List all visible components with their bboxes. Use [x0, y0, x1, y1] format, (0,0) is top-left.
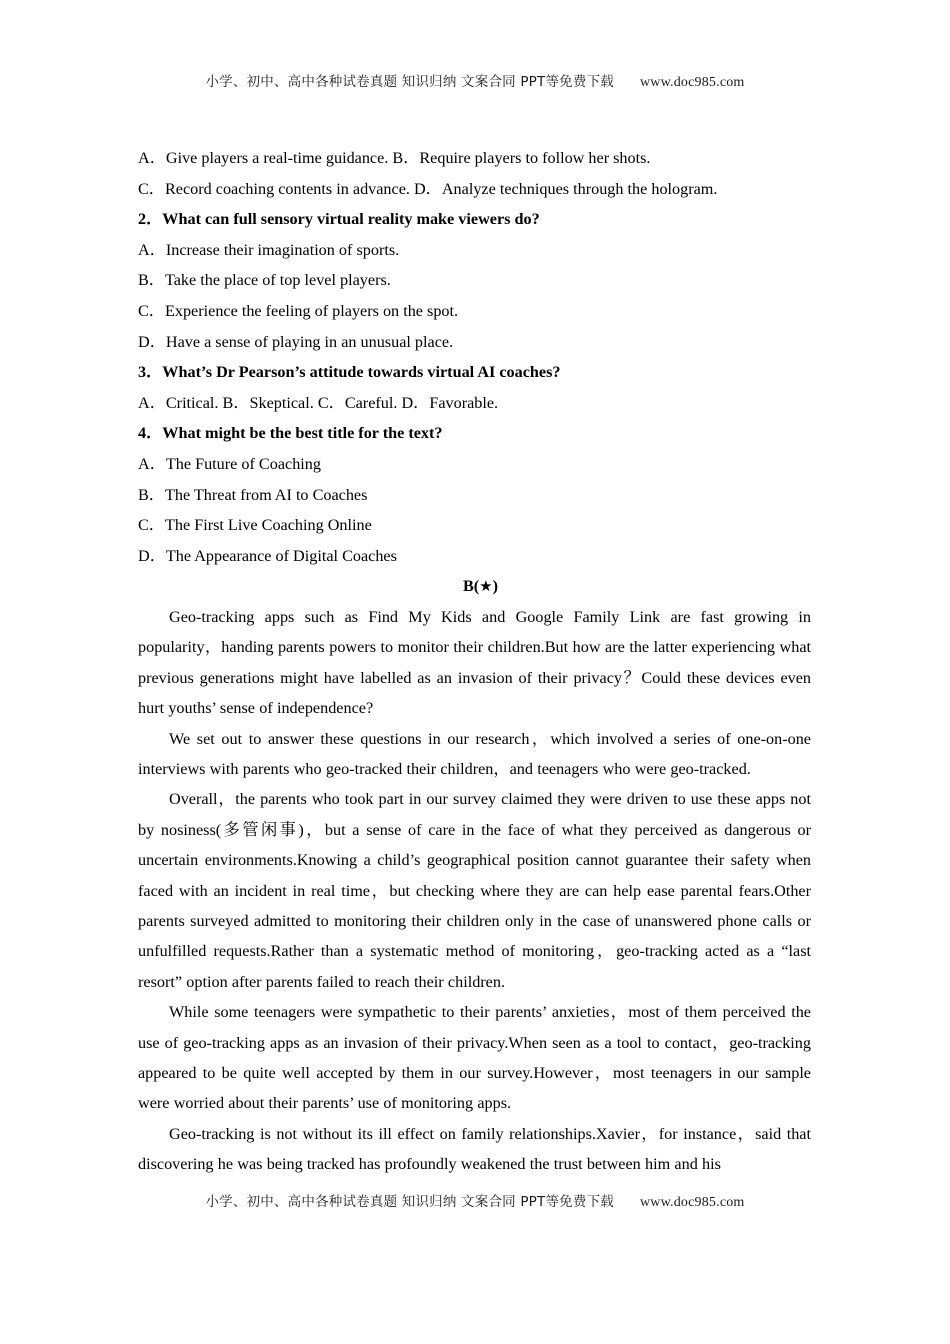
document-content	[138, 143, 811, 1180]
question-3-stem: 3．What’s Dr Pearson’s attitude towards virtual AI coaches?	[138, 363, 561, 382]
question-4-stem: 4．What might be the best title for the text?	[138, 424, 443, 443]
q1-option-line-cd: C．Record coaching contents in advance. D．Analyze techniques through the hologram.	[138, 179, 718, 198]
header-watermark-chinese-text: 小学、初中、高中各种试卷真题 知识归纳 文案合同 PPT等免费下载	[205, 74, 614, 90]
header-watermark	[0, 70, 950, 91]
question-2-option-a: A．Increase their imagination of sports.	[138, 240, 400, 259]
passage-paragraph-5: Geo-tracking is not without its ill effect on family relationships.Xavier，for instance，said that discovering he was being tracked has profoundly weakened the trust between him and his	[138, 1124, 811, 1174]
question-4-option-b: B．The Threat from AI to Coaches	[138, 485, 368, 504]
section-label-paren-open: (	[473, 577, 480, 596]
header-watermark-url: www.doc985.com	[639, 75, 745, 90]
question-4-option-a: A．The Future of Coaching	[138, 454, 321, 473]
question-4-option-c: C．The First Live Coaching Online	[138, 516, 372, 535]
passage-paragraph-2: We set out to answer these questions in our research，which involved a series of one-on-one interviews with parents who geo-tracked their children，and teenagers who were geo-tracked.	[138, 729, 811, 778]
question-2-stem: 2．What can full sensory virtual reality make viewers do?	[138, 210, 540, 229]
question-2-option-d: D．Have a sense of playing in an unusual place.	[138, 332, 454, 351]
question-3-options-line: A．Critical. B．Skeptical. C．Careful. D．Favorable.	[138, 393, 499, 412]
passage-paragraph-3: Overall，the parents who took part in our survey claimed they were driven to use these apps not by nosiness(多管闲事)，but a sense of care in the face of what they perceived as dangerous or uncertain environments.Knowing a child’s geographical position cannot guarantee their safety when faced with an incident in real time，but checking where they are can help ease parental fears.Other parents surveyed admitted to monitoring their children only in the case of unanswered phone calls or unfulfilled requests.Rather than a systematic method of monitoring，geo-tracking acted as a “last resort” option after parents failed to reach their children.	[138, 790, 811, 991]
section-label-b	[138, 571, 811, 602]
footer-watermark-url: www.doc985.com	[639, 1195, 745, 1210]
question-4-option-d: D．The Appearance of Digital Coaches	[138, 546, 397, 565]
q1-option-line-ab: A．Give players a real-time guidance. B．Require players to follow her shots.	[138, 149, 651, 167]
footer-watermark-chinese-text: 小学、初中、高中各种试卷真题 知识归纳 文案合同 PPT等免费下载	[205, 1194, 614, 1210]
passage-paragraph-1: Geo-tracking apps such as Find My Kids and Google Family Link are fast growing in popularity，handing parents powers to monitor their children.But how are the latter experiencing what previous generations might have labelled as an invasion of their privacy？Could these devices even hurt youths’ sense of independence?	[138, 607, 811, 718]
question-2-option-c: C．Experience the feeling of players on the spot.	[138, 301, 459, 320]
footer-watermark	[0, 1190, 950, 1211]
section-label-letter: B	[462, 577, 474, 596]
question-2-option-b: B．Take the place of top level players.	[138, 271, 391, 290]
section-label-paren-close: )	[492, 577, 499, 596]
passage-paragraph-4: While some teenagers were sympathetic to their parents’ anxieties，most of them perceived the use of geo-tracking apps as an invasion of their privacy.When seen as a tool to contact，geo-tracking appeared to be quite well accepted by them in our survey.However，most teenagers in our sample were worried about their parents’ use of monitoring apps.	[138, 1003, 811, 1113]
star-icon: ★	[479, 577, 493, 596]
